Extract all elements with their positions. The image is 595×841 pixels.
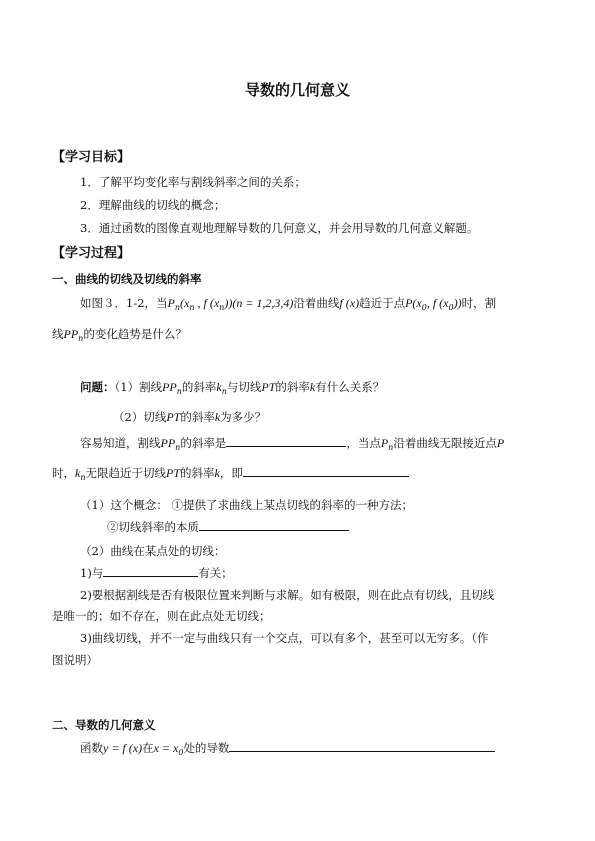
explain-kn: k	[75, 466, 81, 480]
q1-ppn-sub: n	[176, 387, 182, 396]
intro-text-1: 如图３．1-2，当	[80, 296, 168, 310]
explain-pn-sub: n	[388, 443, 394, 452]
q1-kn: k	[216, 380, 222, 394]
q2-k: k	[214, 410, 221, 424]
intro-ppn: PP	[63, 327, 79, 341]
explain-ppn-sub: n	[175, 443, 181, 452]
page-title: 导数的几何意义	[244, 81, 350, 99]
question-line-2	[113, 409, 266, 425]
intro-text-3: 趋近于点	[359, 296, 406, 310]
slope-blank[interactable]	[226, 435, 346, 447]
explain-kn-sub: n	[80, 473, 86, 482]
section2-x-eq: x = x	[153, 741, 179, 755]
section2-line	[80, 740, 495, 758]
intro-line-1	[80, 295, 496, 313]
intro-p3: ))	[453, 296, 462, 310]
q1-text-a: （1）割线	[114, 380, 163, 394]
intro-pn-sub: n	[174, 303, 181, 312]
q1-text-d: 的斜率	[275, 380, 310, 394]
essence-blank[interactable]	[199, 519, 349, 531]
explain-line-1	[80, 435, 504, 453]
related-blank[interactable]	[103, 565, 198, 577]
intro-pn-args: (x	[180, 296, 190, 310]
section2-x-eq-sub: 0	[178, 748, 184, 757]
concept-text-2: ②切线斜率的本质	[107, 520, 199, 534]
derivative-blank[interactable]	[229, 740, 495, 752]
section2-text-2: 在	[142, 741, 154, 755]
explain-text-2: 的斜率是	[180, 436, 227, 450]
section2-title: 二、导数的几何意义	[52, 718, 156, 732]
q1-text-e: 有什么关系？	[315, 380, 385, 394]
section2-text-1: 函数	[80, 741, 103, 755]
explain-pn: P	[380, 436, 389, 450]
section1-title: 一、曲线的切线及切线的斜率	[52, 272, 202, 286]
explain-text-4: 沿着曲线无限接近点	[393, 436, 497, 450]
explain-pt: PT	[165, 466, 180, 480]
explain-text-6: 无限趋近于切线	[85, 466, 166, 480]
explain-text-1: 容易知道，割线	[80, 436, 161, 450]
intro-pn-args-sub: n	[189, 303, 195, 312]
intro-p: P(x	[405, 296, 422, 310]
intro-p-sub: 0	[421, 303, 427, 312]
goal-item-3: 3．通过函数的图像直观地理解导数的几何意义，并会用导数的几何意义解题。	[80, 221, 479, 235]
q1-k: k	[309, 380, 316, 394]
q2-pt: PT	[166, 410, 181, 424]
q2-text-b: 的斜率	[180, 410, 215, 424]
intro-pn-args2: , f (x	[194, 296, 220, 310]
q1-kn-sub: n	[221, 387, 227, 396]
concept-line-3: （2）曲线在某点处的切线：	[80, 544, 226, 558]
explain-k: k	[214, 466, 220, 480]
section2-y-eq: y = f (x)	[103, 741, 143, 755]
intro-text-2: 沿着曲线	[293, 296, 340, 310]
q2-text-c: 为多少？	[220, 410, 267, 424]
concept-line-4	[80, 565, 233, 581]
intro-text-6: 的变化趋势是什么？	[83, 327, 187, 341]
concept-text-4b: 有关；	[198, 566, 233, 580]
explain-text-3: ，当点	[346, 436, 381, 450]
concept-line-2	[107, 519, 349, 535]
intro-p2-sub: 0	[448, 303, 454, 312]
intro-text-4: 时，割	[461, 296, 497, 310]
limit-blank[interactable]	[243, 465, 409, 477]
concept-line-7: 3)曲线切线，并不一定与曲线只有一个交点，可以有多个，甚至可以无穷多。（作	[80, 631, 489, 645]
explain-line-2	[52, 465, 409, 483]
q1-text-c: 与切线	[226, 380, 262, 394]
section2-text-3: 处的导数	[183, 741, 230, 755]
goals-header: 【学习目标】	[52, 150, 131, 165]
explain-text-7: 的斜率	[180, 466, 215, 480]
question-label: 问题：	[80, 380, 115, 394]
explain-text-8: ，即	[219, 466, 243, 480]
intro-pn-args3: ))(n = 1,2,3,4)	[224, 296, 294, 310]
q1-text-b: 的斜率	[181, 380, 217, 394]
concept-line-1: （1）这个概念： ①提供了求曲线上某点切线的斜率的一种方法；	[80, 498, 413, 512]
concept-line-6: 是唯一的；如不存在，则在此点处无切线；	[52, 609, 271, 623]
q1-pt: PT	[261, 380, 276, 394]
q1-ppn: PP	[162, 380, 177, 394]
intro-line-2	[52, 326, 187, 344]
q2-text-a: （2）切线	[113, 410, 167, 424]
concept-line-5: 2)要根据割线是否有极限位置来判断与求解。如有极限，则在此点有切线，且切线	[80, 588, 495, 602]
process-header: 【学习过程】	[52, 246, 131, 261]
intro-p2: , f (x	[426, 296, 449, 310]
goal-item-2: 2．理解曲线的切线的概念；	[80, 198, 226, 212]
concept-line-8: 图说明）	[52, 653, 98, 667]
explain-text-5: 时，	[52, 466, 75, 480]
intro-pn: P	[167, 296, 175, 310]
explain-ppn: PP	[160, 436, 176, 450]
question-line-1	[80, 379, 384, 397]
intro-ppn-sub: n	[78, 334, 84, 343]
intro-pn-args2-sub: n	[219, 303, 225, 312]
explain-p: P	[496, 436, 505, 450]
concept-text-4a: 1)与	[80, 566, 104, 580]
intro-fx: f (x)	[339, 296, 360, 310]
goal-item-1: 1．了解平均变化率与割线斜率之间的关系；	[80, 175, 306, 189]
intro-text-5: 线	[52, 327, 64, 341]
